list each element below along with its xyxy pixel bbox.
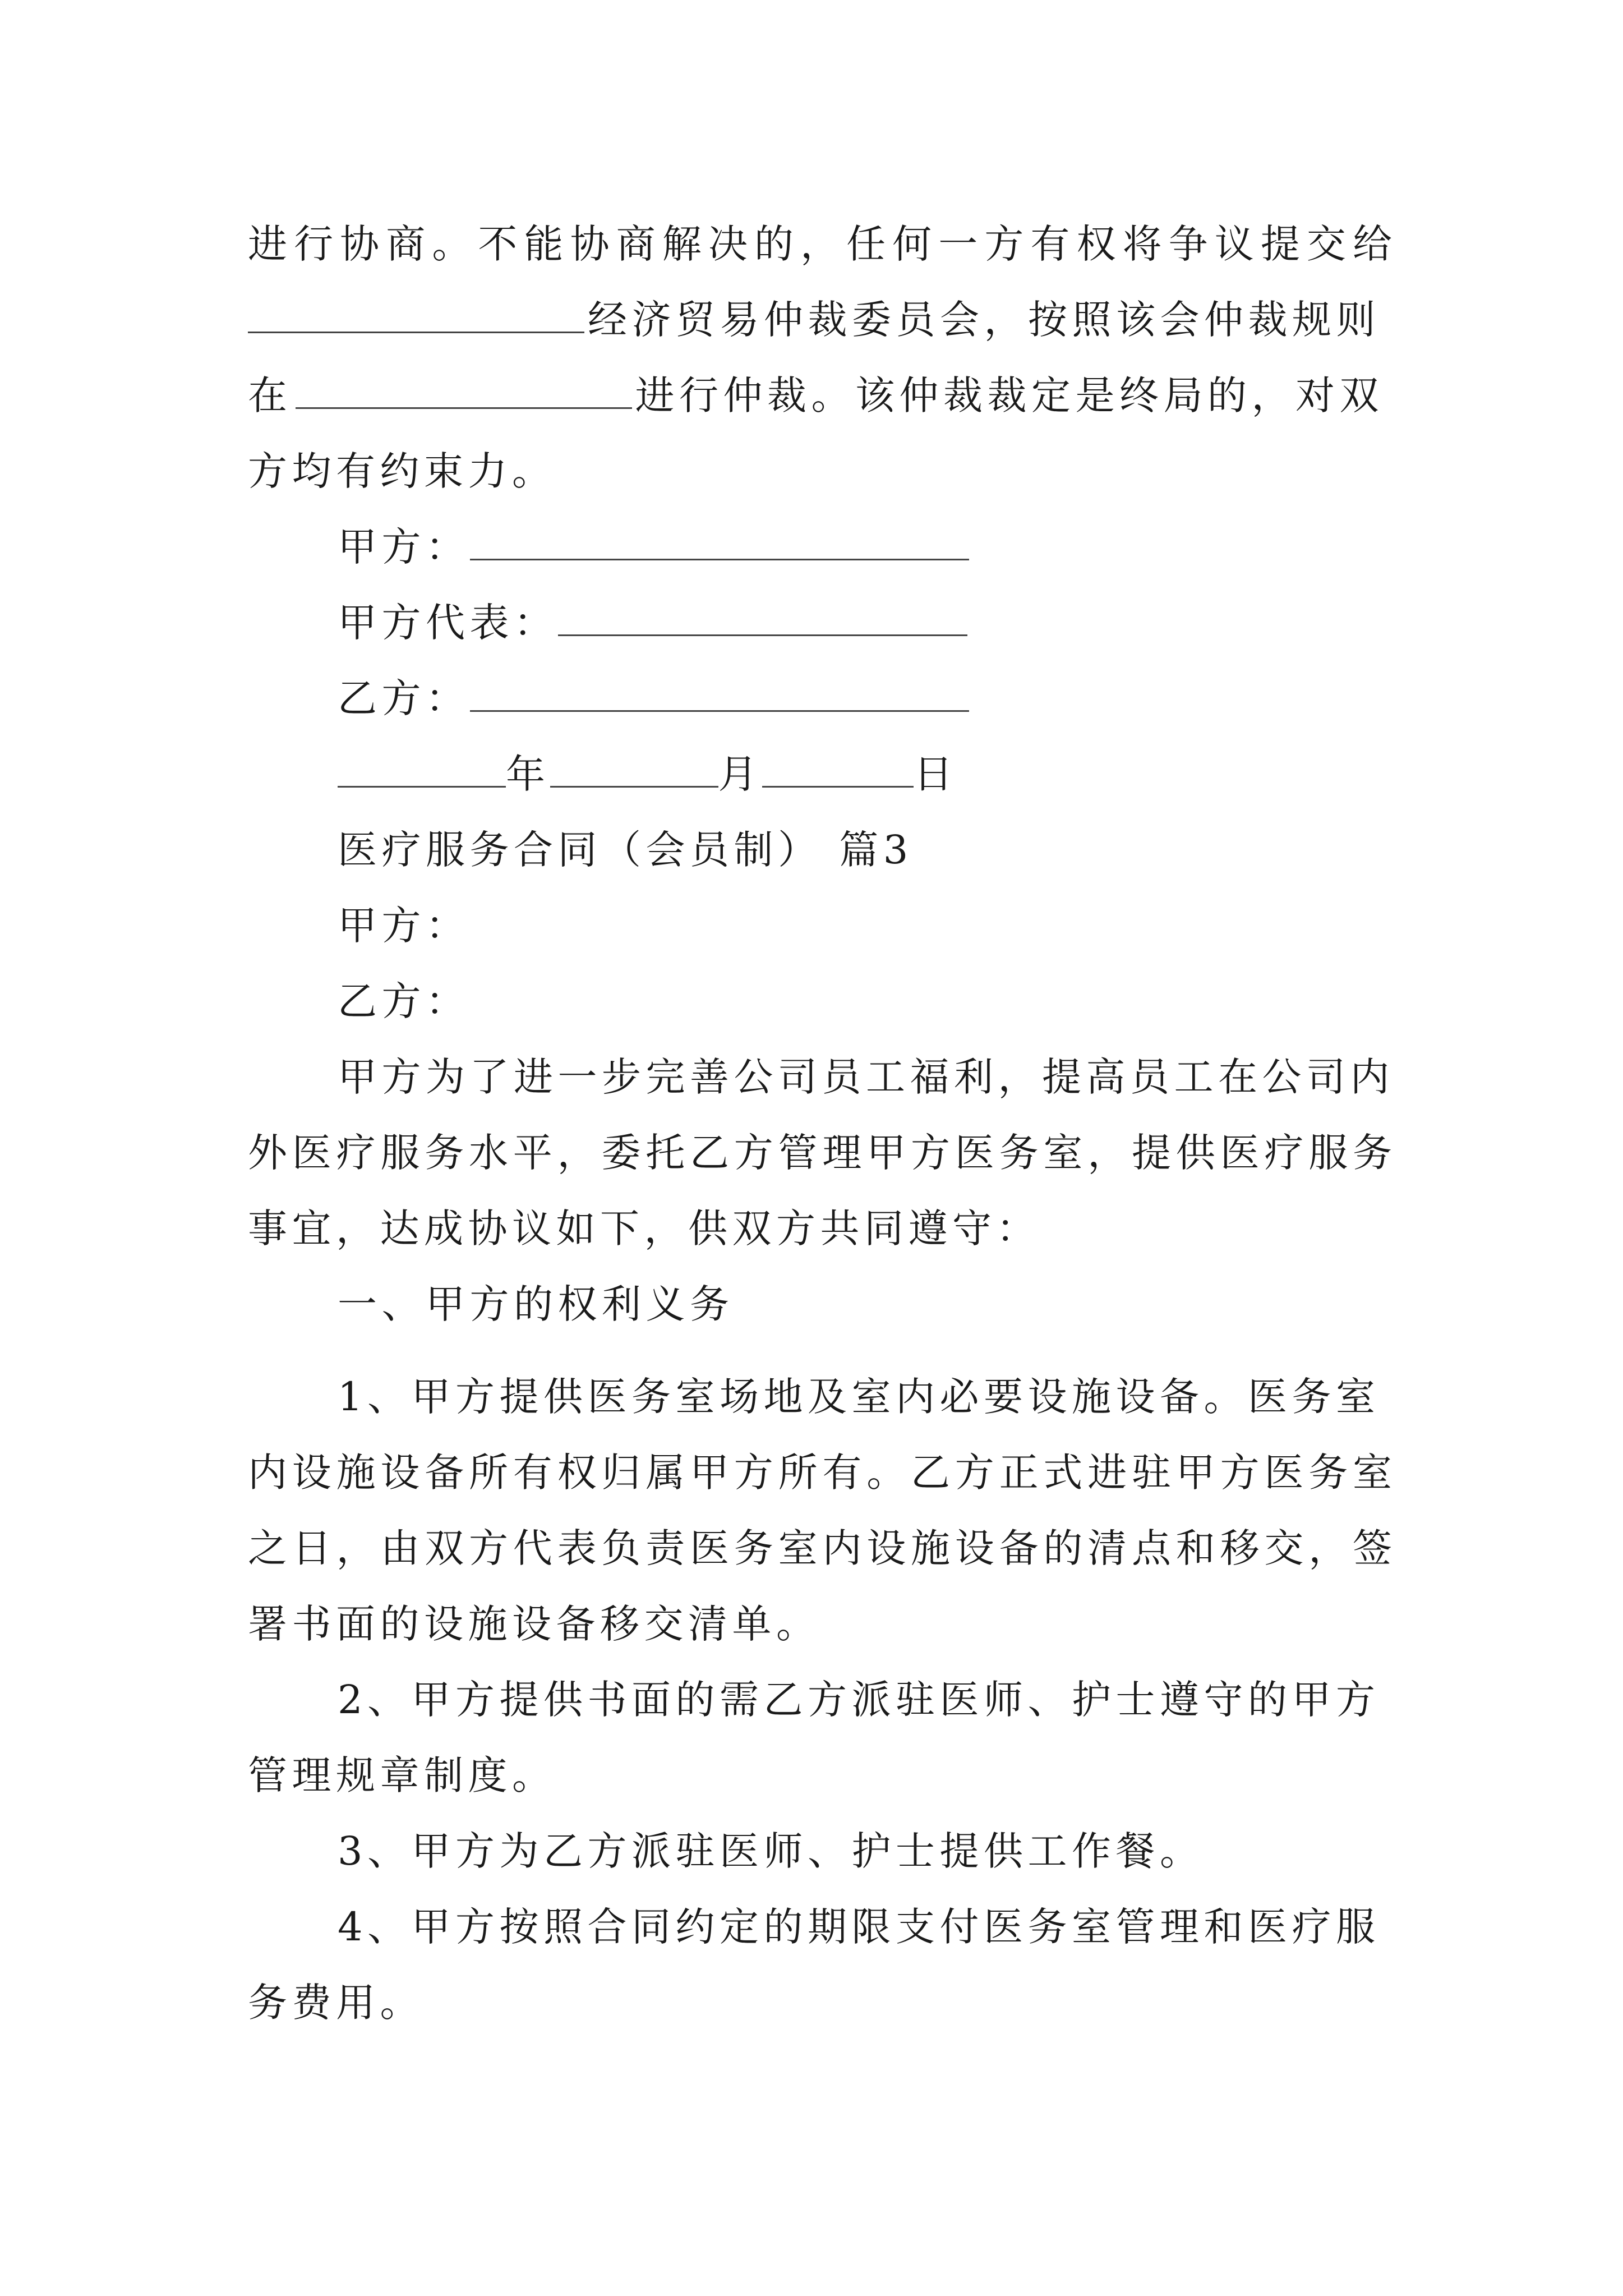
arbitration-place-blank [296,374,632,409]
date-month-blank [550,752,718,788]
signature-party-b-label: 乙方： [338,675,470,721]
arbitration-line-1: 进行协商。不能协商解决的，任何一方有权将争议提交给 [248,221,1392,267]
arbitration-line-4: 方均有约束力。 [248,448,556,494]
arbitration-line-3-pre: 在 [248,372,292,418]
signature-party-a-rep [338,583,1482,662]
item-4-line-1: 4、甲方按照合同约定的期限支付医务室管理和医疗服 [338,1904,1380,1950]
intro-line-1: 甲方为了进一步完善公司员工福利，提高员工在公司内 [338,1054,1394,1100]
item-1-line-3: 之日，由双方代表负责医务室内设施设备的清点和移交，签 [248,1525,1392,1571]
item-1-line-4: 署书面的设施设备移交清单。 [248,1601,820,1647]
item-1-line-1: 1、甲方提供医务室场地及室内必要设施设备。医务室 [338,1374,1380,1420]
intro-line-2: 外医疗服务水平，委托乙方管理甲方医务室，提供医疗服务 [248,1130,1392,1176]
date-day-blank [762,752,914,788]
date-year-label: 年 [506,751,550,797]
section-title: 医疗服务合同（会员制） 篇3 [338,827,913,873]
signature-party-a [338,508,1482,586]
party-b-label: 乙方： [338,978,470,1024]
date-day-label: 日 [914,751,958,797]
date-month-label: 月 [718,751,762,797]
arbitration-line-3 [248,356,1392,435]
item-2-line-1: 2、甲方提供书面的需乙方派驻医师、护士遵守的甲方 [338,1677,1380,1723]
date-year-blank [338,752,506,788]
item-2-line-2: 管理规章制度。 [248,1752,556,1798]
arbitration-line-3-post: 进行仲裁。该仲裁裁定是终局的，对双 [635,372,1384,418]
arbitration-line-2-text: 经济贸易仲裁委员会，按照该会仲裁规则 [588,297,1380,343]
party-a-label: 甲方： [338,903,470,949]
arbitration-line-2 [248,280,1392,359]
signature-party-b [338,659,1482,738]
item-4-line-2: 务费用。 [248,1980,424,2026]
heading-party-a-rights: 一、甲方的权利义务 [338,1281,734,1327]
intro-line-3: 事宜，达成协议如下，供双方共同遵守： [248,1205,1040,1251]
item-1-line-2: 内设施设备所有权归属甲方所有。乙方正式进驻甲方医务室 [248,1450,1392,1496]
signature-party-a-rep-label: 甲方代表： [338,600,558,646]
signature-party-a-rep-blank [558,601,967,636]
signature-party-b-blank [470,677,969,712]
signature-date [338,735,1482,813]
arbitration-commission-blank [248,298,584,333]
signature-party-a-blank [470,525,969,560]
item-3-line-1: 3、甲方为乙方派驻医师、护士提供工作餐。 [338,1828,1204,1874]
signature-party-a-label: 甲方： [338,524,470,570]
